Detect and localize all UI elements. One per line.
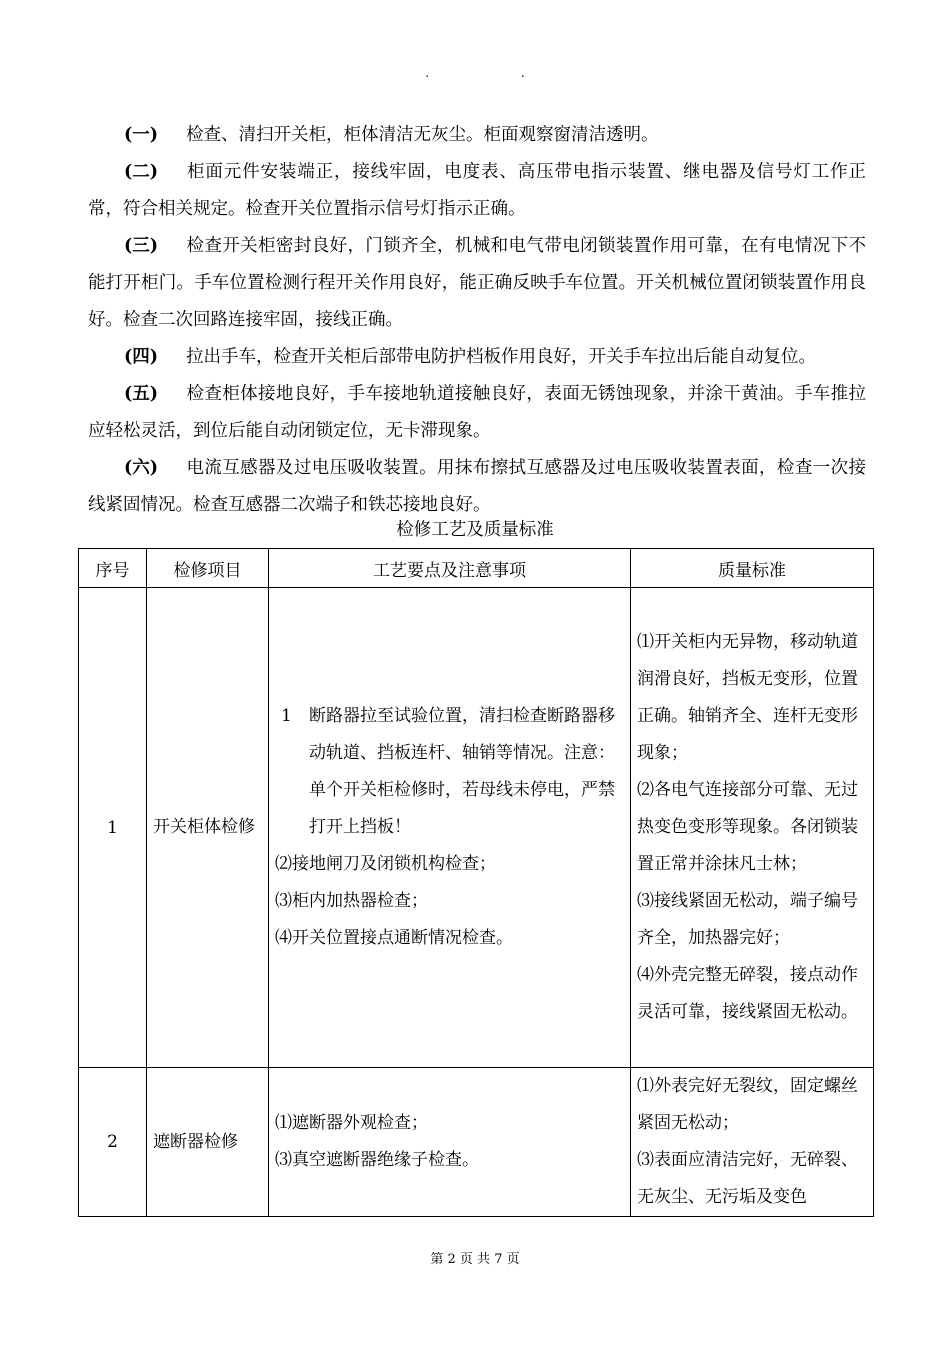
paragraph-number: (二) [124, 162, 159, 182]
quality-item: ⑴外表完好无裂纹，固定螺丝紧固无松动； [637, 1076, 858, 1133]
header-quality: 质量标准 [631, 549, 874, 588]
paragraph-2 [88, 154, 866, 228]
row-quality [631, 588, 874, 1068]
table-row [79, 1068, 874, 1217]
paragraph-text: 检查、清扫开关柜，柜体清洁无灰尘。柜面观察窗清洁透明。 [186, 125, 659, 145]
table-title: 检修工艺及质量标准 [396, 520, 554, 540]
quality-item: ⑴开关柜内无异物，移动轨道润滑良好，挡板无变形，位置正确。轴销齐全、连杆无变形现象； [637, 632, 858, 763]
process-step: ⑶柜内加热器检查； [275, 891, 428, 911]
paragraph-text: 检查柜体接地良好，手车接地轨道接触良好，表面无锈蚀现象，并涂干黄油。手车推拉应轻松灵活，到位后能自动闭锁定位，无卡滞现象。 [88, 384, 866, 441]
quality-item: ⑶接线紧固无松动，端子编号齐全，加热器完好； [637, 891, 858, 948]
row-item: 开关柜体检修 [147, 588, 269, 1068]
header-item: 检修项目 [147, 549, 269, 588]
quality-item: ⑵各电气连接部分可靠、无过热变色变形等现象。各闭锁装置正常并涂抹凡士林； [637, 780, 858, 874]
paragraph-number: (一) [124, 125, 159, 145]
paragraph-4 [88, 339, 866, 376]
header-seq: 序号 [79, 549, 147, 588]
header-process: 工艺要点及注意事项 [269, 549, 631, 588]
paragraph-5 [88, 376, 866, 450]
header-dot-left: . [425, 66, 430, 80]
row-item: 遮断器检修 [147, 1068, 269, 1217]
row-process [269, 1068, 631, 1217]
quality-item: ⑷外壳完整无碎裂，接点动作灵活可靠，接线紧固无松动。 [637, 965, 858, 1022]
process-step-number: 1 [281, 706, 292, 726]
maintenance-table [78, 548, 874, 1217]
paragraph-number: (四) [124, 347, 159, 367]
paragraph-text: 检查开关柜密封良好，门锁齐全，机械和电气带电闭锁装置作用可靠，在有电情况下不能打开柜门。手车位置检测行程开关作用良好，能正确反映手车位置。开关机械位置闭锁装置作用良好。检查二次回路连接牢固，接线正确。 [88, 236, 866, 330]
process-step: ⑵接地闸刀及闭锁机构检查； [275, 854, 496, 874]
table-row [79, 588, 874, 1068]
process-step-text: 断路器拉至试验位置，清扫检查断路器移动轨道、挡板连杆、轴销等情况。注意：单个开关柜检修时，若母线未停电，严禁打开上挡板！ [309, 706, 615, 837]
paragraph-text: 电流互感器及过电压吸收装置。用抹布擦拭互感器及过电压吸收装置表面，检查一次接线紧固情况。检查互感器二次端子和铁芯接地良好。 [88, 458, 866, 515]
page-footer: 第 2 页 共 7 页 [430, 1252, 520, 1267]
process-step: ⑷开关位置接点通断情况检查。 [275, 928, 513, 948]
table-header-row [79, 549, 874, 588]
row-seq: 1 [79, 588, 147, 1068]
row-seq: 2 [79, 1068, 147, 1217]
quality-item: ⑶表面应清洁完好，无碎裂、无灰尘、无污垢及变色 [637, 1150, 858, 1207]
paragraph-text: 柜面元件安装端正，接线牢固，电度表、高压带电指示装置、继电器及信号灯工作正常，符合相关规定。检查开关位置指示信号灯指示正确。 [88, 162, 866, 219]
row-quality [631, 1068, 874, 1217]
header-dot-right: . [520, 66, 525, 80]
paragraph-1 [88, 117, 866, 154]
paragraph-number: (六) [124, 458, 159, 478]
paragraph-number: (三) [124, 236, 159, 256]
row-process [269, 588, 631, 1068]
process-step: ⑴遮断器外观检查； [275, 1113, 428, 1133]
process-step: ⑶真空遮断器绝缘子检查。 [275, 1150, 479, 1170]
page-header [0, 66, 950, 80]
paragraph-6 [88, 450, 866, 524]
paragraph-text: 拉出手车，检查开关柜后部带电防护档板作用良好，开关手车拉出后能自动复位。 [186, 347, 817, 367]
paragraph-3 [88, 228, 866, 339]
paragraph-number: (五) [124, 384, 159, 404]
